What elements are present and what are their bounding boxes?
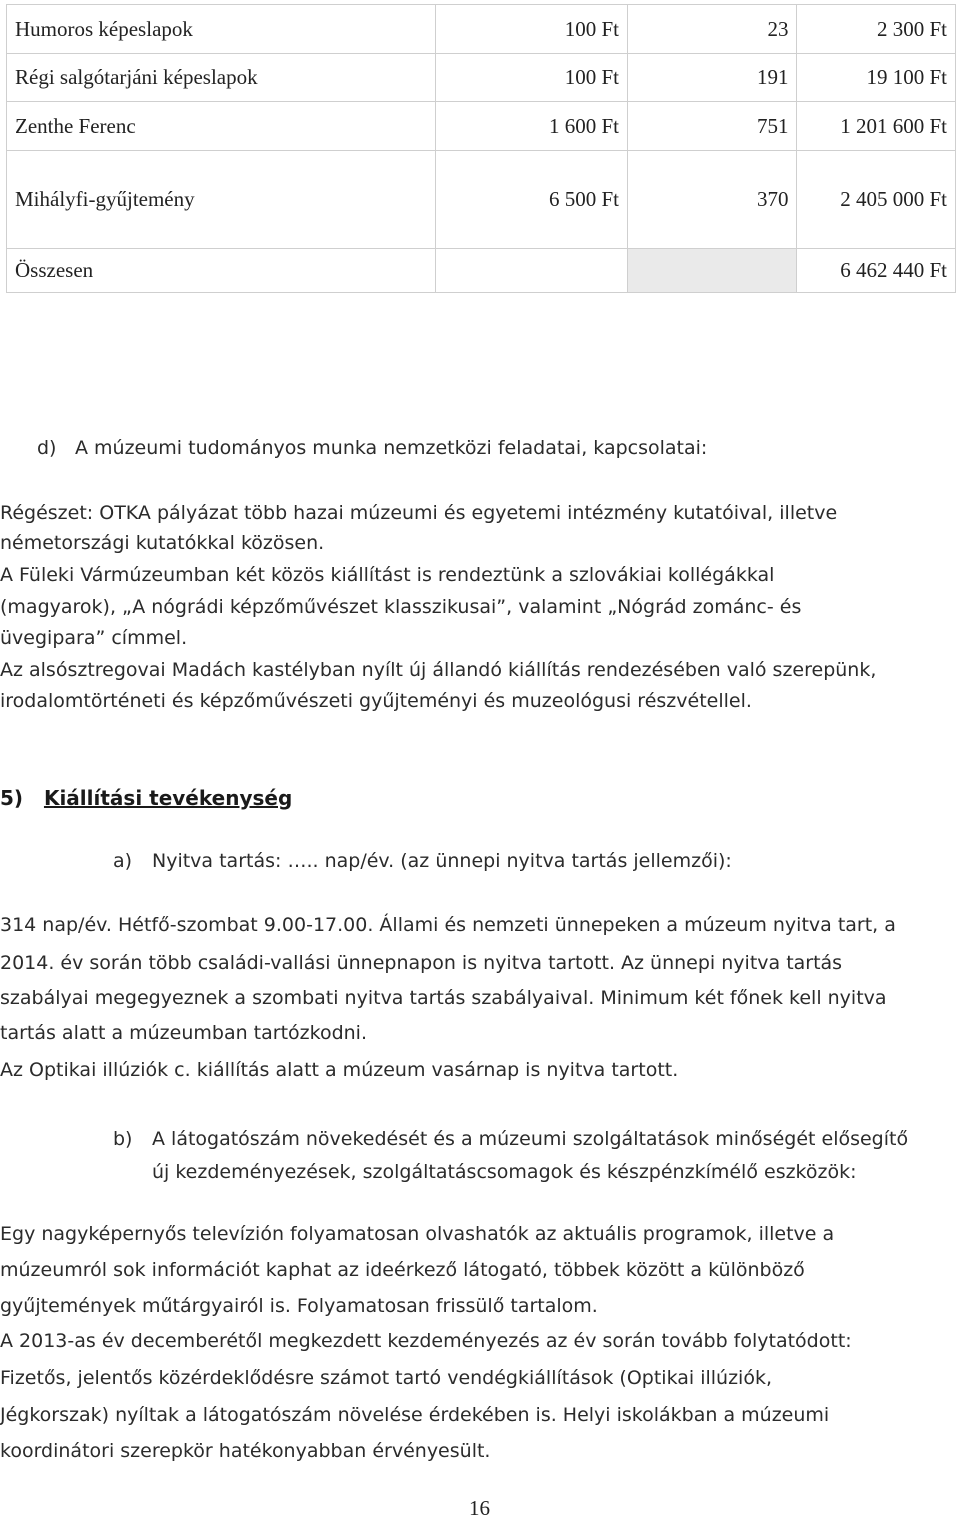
row-total: 19 100 Ft — [797, 54, 956, 102]
row-price: 100 Ft — [435, 5, 627, 54]
summary-row — [7, 249, 956, 293]
item-b-line-1: A látogatószám növekedését és a múzeumi szolgáltatások minőségét elősegítő — [152, 1128, 909, 1150]
item-a-marker: a) — [113, 850, 133, 872]
table-row — [7, 5, 956, 54]
paragraph-line: Régészet: OTKA pályázat több hazai múzeumi és egyetemi intézmény kutatóival, illetve — [0, 502, 838, 524]
paragraph-line: Egy nagyképernyős televízión folyamatosan olvashatók az aktuális programok, illetve a — [0, 1223, 835, 1245]
item-b-marker: b) — [113, 1128, 133, 1150]
section-5-number: 5) — [0, 786, 24, 810]
section-d-title: A múzeumi tudományos munka nemzetközi feladatai, kapcsolatai: — [75, 437, 708, 459]
section-5-title: Kiállítási tevékenység — [43, 786, 293, 810]
row-name: Régi salgótarjáni képeslapok — [7, 54, 436, 102]
paragraph-line: üvegipara” címmel. — [0, 627, 188, 649]
paragraph-line: 2014. év során több családi-vallási ünnepnapon is nyitva tartott. Az ünnepi nyitva tartás — [0, 952, 843, 974]
item-b-line-2: új kezdeményezések, szolgáltatáscsomagok és készpénzkímélő eszközök: — [152, 1161, 857, 1183]
row-total: 2 405 000 Ft — [797, 151, 956, 249]
paragraph-line: 314 nap/év. Hétfő-szombat 9.00-17.00. Állami és nemzeti ünnepeken a múzeum nyitva tart, a — [0, 914, 896, 936]
paragraph-line: németországi kutatókkal közösen. — [0, 532, 325, 554]
paragraph-line: koordinátori szerepkör hatékonyabban érvényesült. — [0, 1440, 491, 1462]
page-number: 16 — [469, 1496, 490, 1520]
row-name: Humoros képeslapok — [7, 5, 436, 54]
paragraph-line: (magyarok), „A nógrádi képzőművészet klasszikusai”, valamint „Nógrád zománc- és — [0, 596, 802, 618]
row-price: 6 500 Ft — [435, 151, 627, 249]
row-total: 2 300 Ft — [797, 5, 956, 54]
row-qty: 751 — [627, 102, 796, 151]
paragraph-line: Jégkorszak) nyíltak a látogatószám növelése érdekében is. Helyi iskolákban a múzeumi — [0, 1404, 830, 1426]
summary-empty-cell — [435, 249, 627, 293]
paragraph-line: A Füleki Vármúzeumban két közös kiállítást is rendeztünk a szlovákiai kollégákkal — [0, 564, 775, 586]
row-price: 1 600 Ft — [435, 102, 627, 151]
summary-total: 6 462 440 Ft — [797, 249, 956, 293]
paragraph-line: tartás alatt a múzeumban tartózkodni. — [0, 1022, 367, 1044]
row-qty: 191 — [627, 54, 796, 102]
paragraph-line: gyűjtemények műtárgyairól is. Folyamatosan frissülő tartalom. — [0, 1295, 598, 1317]
item-a-text: Nyitva tartás: ….. nap/év. (az ünnepi nyitva tartás jellemzői): — [152, 850, 732, 872]
paragraph-line: Fizetős, jelentős közérdeklődésre számot tartó vendégkiállítások (Optikai illúziók, — [0, 1367, 772, 1389]
summary-shaded-cell — [627, 249, 796, 293]
paragraph-line: szabályai megegyeznek a szombati nyitva tartás szabályaival. Minimum két főnek kell nyitva — [0, 987, 887, 1009]
row-qty: 23 — [627, 5, 796, 54]
row-name: Mihályfi-gyűjtemény — [7, 151, 436, 249]
table-row — [7, 151, 956, 249]
paragraph-line: Az alsósztregovai Madách kastélyban nyílt új állandó kiállítás rendezésében való szerepünk, — [0, 659, 877, 681]
summary-label: Összesen — [7, 249, 436, 293]
paragraph-line: múzeumról sok információt kaphat az ideérkező látogató, többek között a különböző — [0, 1259, 805, 1281]
section-5-heading — [0, 786, 292, 810]
row-price: 100 Ft — [435, 54, 627, 102]
paragraph-line: A 2013-as év decemberétől megkezdett kezdeményezés az év során tovább folytatódott: — [0, 1330, 852, 1352]
paragraph-line: irodalomtörténeti és képzőművészeti gyűjteményi és muzeológusi részvétellel. — [0, 690, 752, 712]
row-name: Zenthe Ferenc — [7, 102, 436, 151]
row-qty: 370 — [627, 151, 796, 249]
table-row — [7, 102, 956, 151]
exhibition-revenue-table — [6, 4, 956, 293]
section-d-marker: d) — [37, 437, 57, 459]
paragraph-line: Az Optikai illúziók c. kiállítás alatt a múzeum vasárnap is nyitva tartott. — [0, 1059, 679, 1081]
row-total: 1 201 600 Ft — [797, 102, 956, 151]
table-row — [7, 54, 956, 102]
